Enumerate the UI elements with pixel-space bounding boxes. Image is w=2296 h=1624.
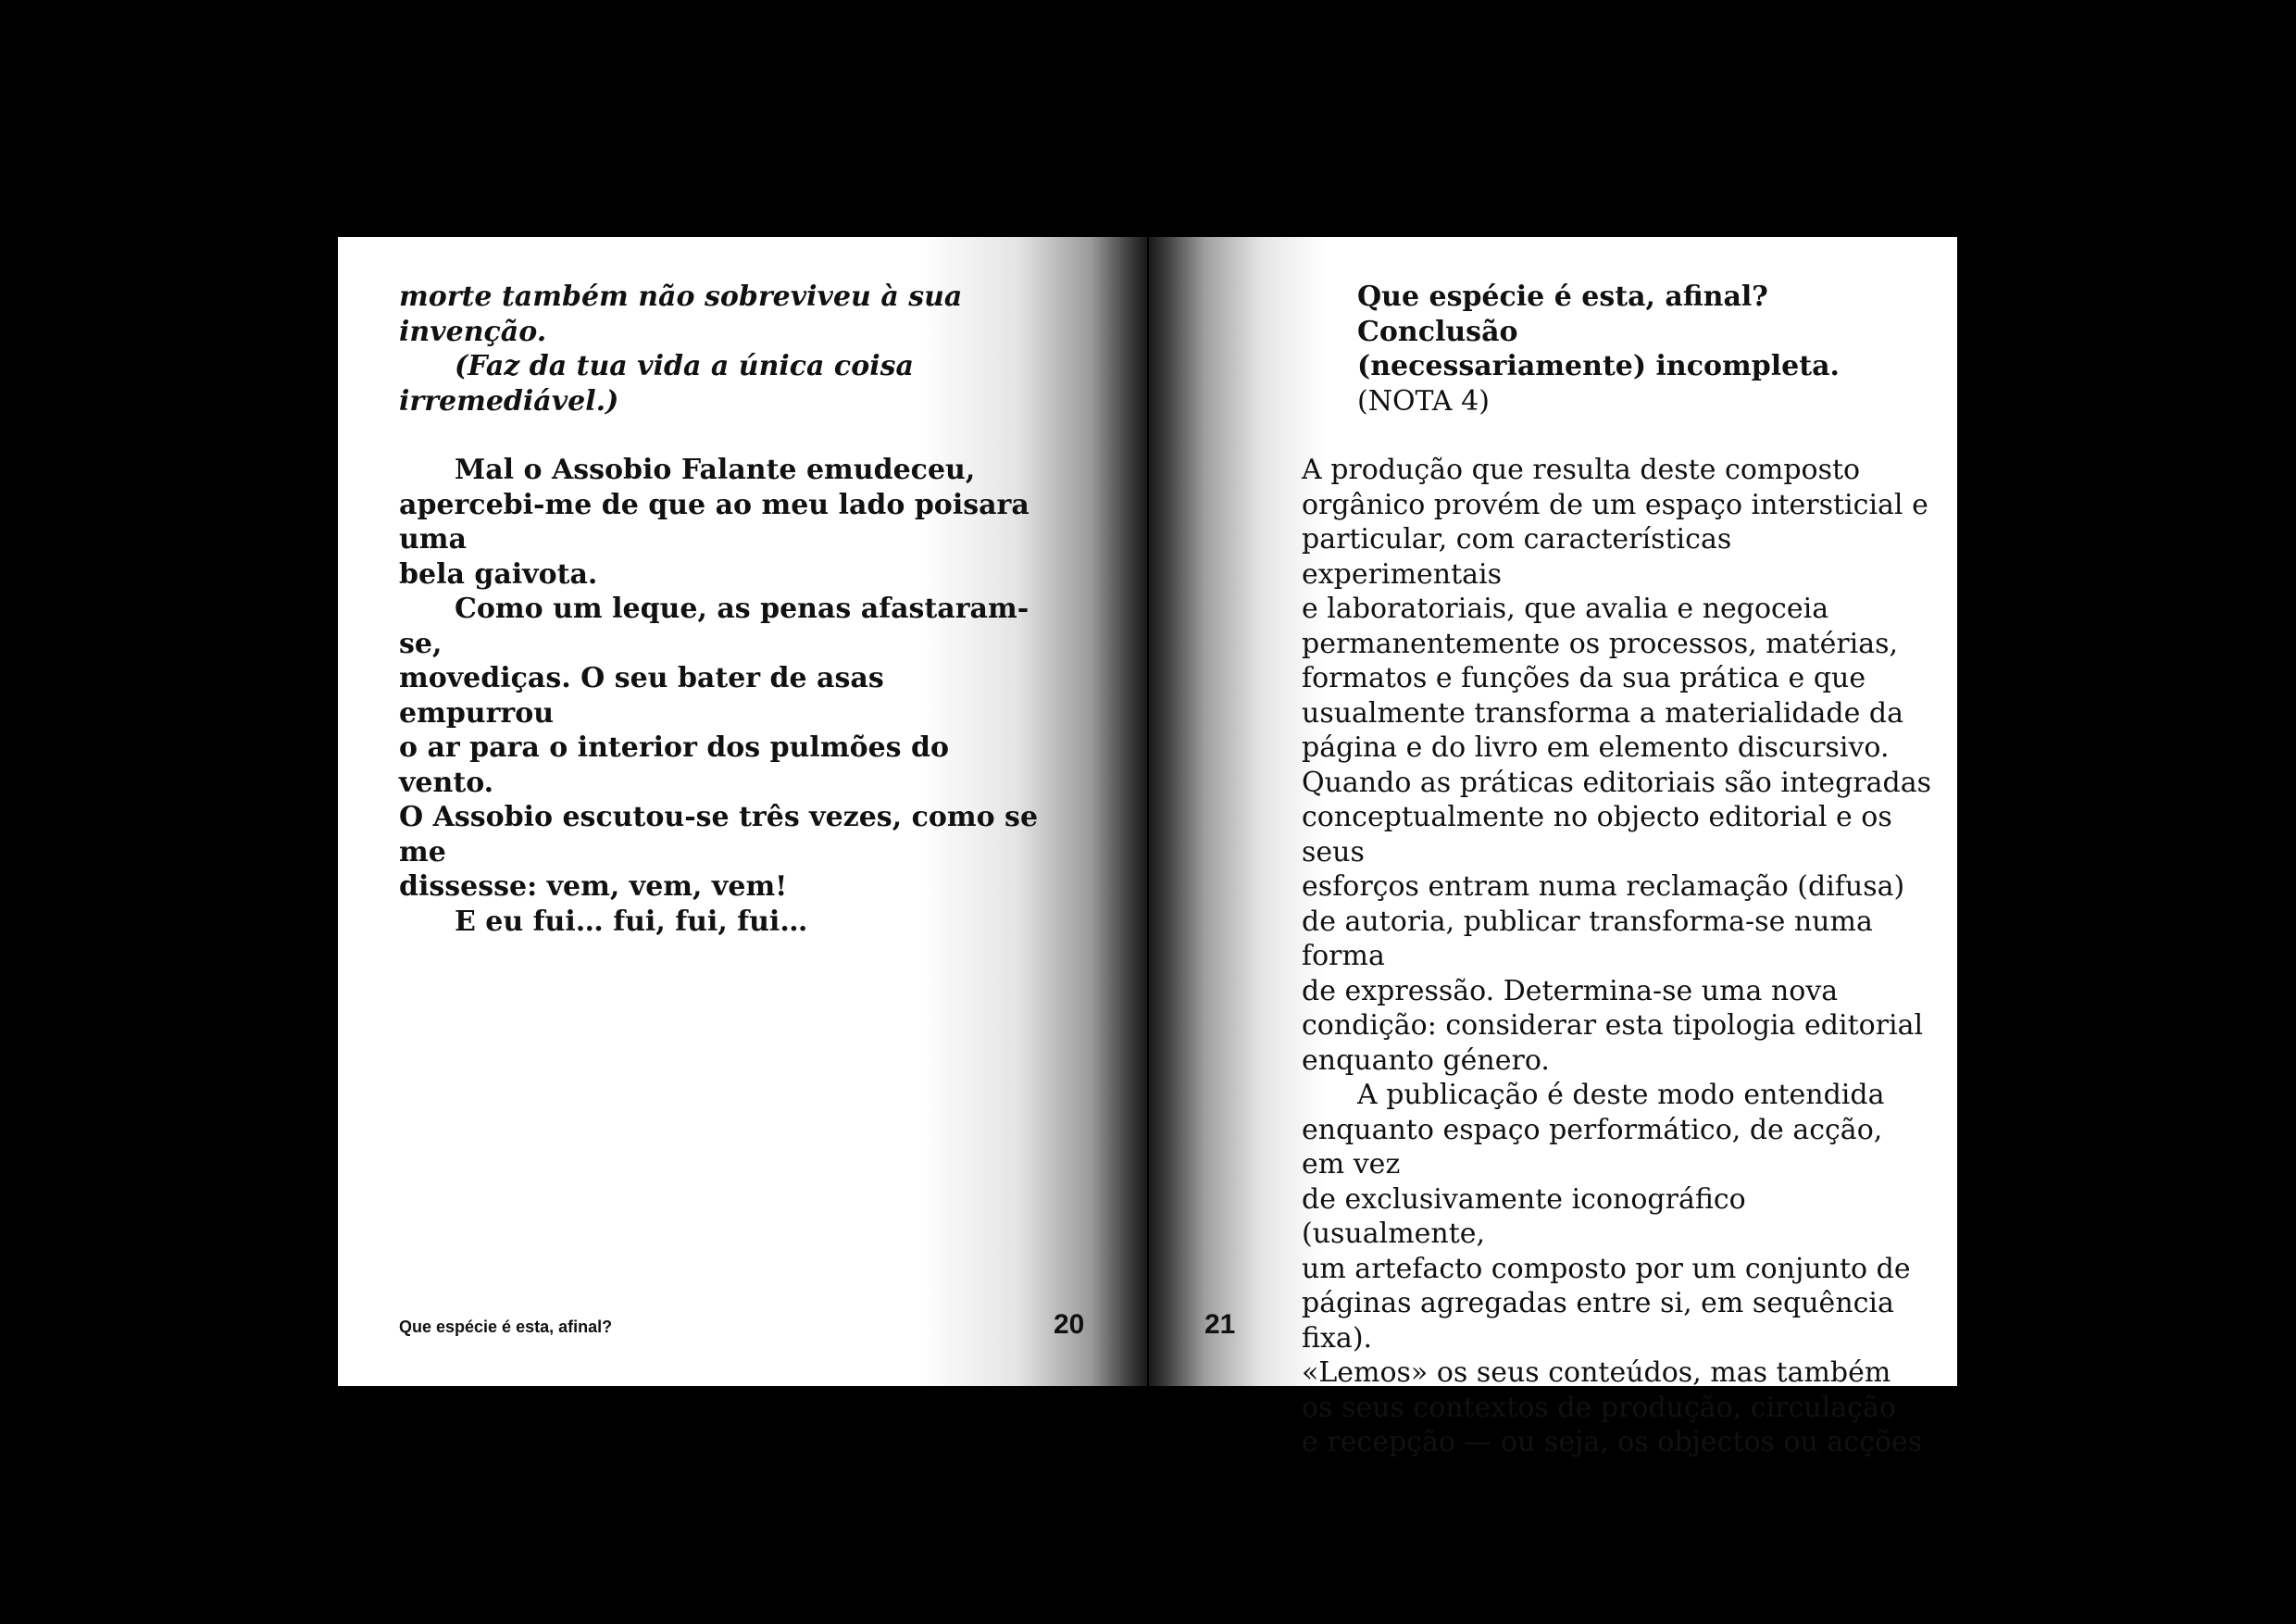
text-line: Mal o Assobio Falante emudeceu, xyxy=(455,454,976,486)
text-line: o ar para o interior dos pulmões do vento. xyxy=(399,731,949,799)
text-line: enquanto espaço performático, de acção, em vez xyxy=(1302,1113,1883,1181)
left-page-text xyxy=(399,280,1047,939)
text-line: «Lemos» os seus conteúdos, mas também xyxy=(1302,1356,1891,1389)
text-line: permanentemente os processos, matérias, xyxy=(1302,627,1899,660)
text-line: Como um leque, as penas afastaram-se, xyxy=(399,593,1029,660)
text-line: esforços entram numa reclamação (difusa) xyxy=(1302,870,1905,903)
text-line: formatos e funções da sua prática e que xyxy=(1302,662,1866,694)
note-reference: (NOTA 4) xyxy=(1357,384,1490,418)
right-page-text xyxy=(1302,280,1931,1460)
running-title: Que espécie é esta, afinal? xyxy=(399,1318,613,1336)
section-heading: Que espécie é esta, afinal? Conclusão xyxy=(1357,281,1768,348)
paragraph-gap xyxy=(1302,418,1931,453)
text-line: e recepção — ou seja, os objectos ou acções xyxy=(1302,1426,1923,1458)
paragraph-gap xyxy=(399,418,1047,453)
text-line: um artefacto composto por um conjunto de xyxy=(1302,1252,1911,1285)
text-line: orgânico provém de um espaço intersticial e xyxy=(1302,488,1928,521)
text-line: página e do livro em elemento discursivo. xyxy=(1302,731,1890,764)
text-line: páginas agregadas entre si, em sequência fixa). xyxy=(1302,1287,1894,1355)
text-line: usualmente transforma a materialidade da xyxy=(1302,696,1904,730)
page-number: 20 xyxy=(1054,1309,1085,1340)
text-line: O Assobio escutou-se três vezes, como se me xyxy=(399,801,1039,868)
text-line: de autoria, publicar transforma-se numa forma xyxy=(1302,905,1873,972)
text-line: irremediável.) xyxy=(399,384,619,418)
text-line: os seus contextos de produção, circulação xyxy=(1302,1391,1896,1424)
text-line: E eu fui… fui, fui, fui… xyxy=(455,905,808,938)
text-line: A produção que resulta deste composto xyxy=(1302,454,1861,486)
text-line: (Faz da tua vida a única coisa xyxy=(455,350,914,382)
text-line: enquanto género. xyxy=(1302,1043,1550,1077)
text-line: bela gaivota. xyxy=(399,557,598,591)
right-page xyxy=(1149,237,1957,1458)
section-heading: (necessariamente) incompleta. xyxy=(1357,350,1840,382)
left-page xyxy=(338,237,1147,1386)
page-number: 21 xyxy=(1204,1309,1236,1340)
text-line: condição: considerar esta tipologia editorial xyxy=(1302,1009,1924,1042)
text-line: A publicação é deste modo entendida xyxy=(1357,1079,1885,1111)
text-line: morte também não sobreviveu à sua xyxy=(399,281,963,313)
text-line: e laboratoriais, que avalia e negoceia xyxy=(1302,593,1829,625)
text-line: conceptualmente no objecto editorial e os seus xyxy=(1302,801,1892,868)
text-line: dissesse: vem, vem, vem! xyxy=(399,870,788,903)
text-line: Quando as práticas editoriais são integradas xyxy=(1302,766,1931,799)
text-line: apercebi-me de que ao meu lado poisara uma xyxy=(399,488,1029,556)
text-line: de exclusivamente iconográfico (usualmente, xyxy=(1302,1182,1746,1250)
text-line: movediças. O seu bater de asas empurrou xyxy=(399,662,884,730)
text-line: invenção. xyxy=(399,315,547,348)
text-line: de expressão. Determina-se uma nova xyxy=(1302,974,1839,1007)
text-line: particular, com características experimentais xyxy=(1302,523,1732,591)
